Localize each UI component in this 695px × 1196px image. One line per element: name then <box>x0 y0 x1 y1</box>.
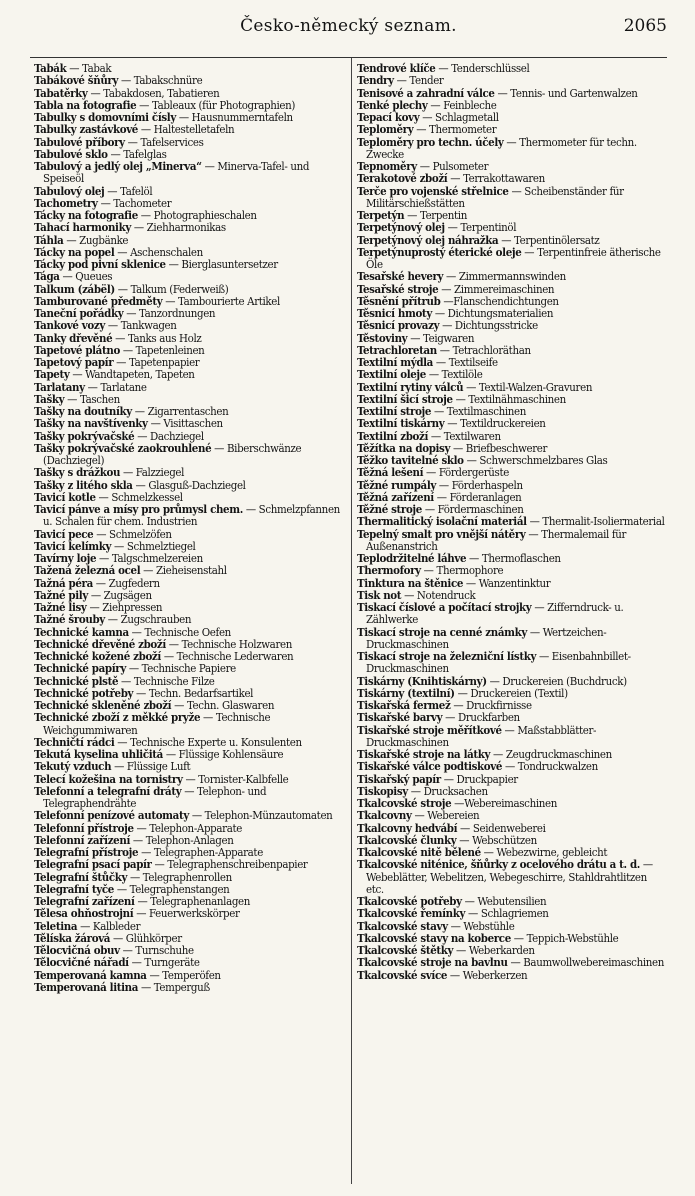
german-term: — Schmelztiegel <box>111 538 196 553</box>
index-entry <box>34 785 346 810</box>
german-term: — Techn. Glaswaren <box>171 698 275 712</box>
czech-term: Tělesa ohňostrojní <box>34 906 134 921</box>
czech-term: Technické kožené zboží <box>34 649 161 663</box>
czech-term: Tinktura na štěnice <box>357 575 463 590</box>
czech-term: Tkalcovské člunky <box>357 832 457 847</box>
czech-term: Tabulové sklo <box>34 146 108 161</box>
czech-term: Tisk not <box>357 587 402 602</box>
czech-term: Tašky <box>34 391 65 406</box>
german-term: — Turnschuhe <box>119 943 194 957</box>
czech-term: Tavicí kelímky <box>34 538 112 553</box>
czech-term: Tácky pod pivní sklenice <box>34 257 166 271</box>
czech-term: Tavicí pánve a mísy pro průmysl chem. <box>34 502 243 516</box>
german-term: — Terrakottawaren <box>447 171 545 186</box>
czech-term: Tašky s drážkou <box>34 465 121 480</box>
german-term: — Druckereien (Textil) <box>454 685 568 700</box>
german-term: — Tabak <box>66 62 112 75</box>
german-term: — Zugfedern <box>92 575 160 590</box>
german-term: — Minerva-Tafel- und Speiseöl <box>43 159 310 186</box>
czech-term: Textilní zboží <box>357 428 429 443</box>
german-term: — Dichtungsstricke <box>439 318 538 333</box>
german-term: — Tambourierte Artikel <box>162 293 280 308</box>
german-term: — Techn. Bedarfsartikel <box>133 685 254 700</box>
czech-term: Tabla na fotografie <box>34 97 137 112</box>
czech-term: Tašky na navštívenky <box>34 416 148 431</box>
german-term: — Drucksachen <box>407 783 488 798</box>
german-term: — Zigarrentaschen <box>131 404 229 418</box>
index-entry <box>34 711 346 736</box>
german-term: — Fördergerüste <box>423 465 509 480</box>
german-term: — Technische Holzwaren <box>165 636 292 651</box>
german-term: — Technische Experte u. Konsulenten <box>114 734 302 749</box>
index-entry <box>357 858 667 895</box>
czech-term: Telefonní přístroje <box>34 820 134 835</box>
german-term: — Tafelservices <box>124 134 204 149</box>
czech-term: Telegrafní štůčky <box>34 869 128 884</box>
czech-term: Technické potřeby <box>34 685 134 700</box>
czech-term: Tělíska žárová <box>34 930 111 945</box>
german-term: — Flüssige Luft <box>111 759 191 774</box>
czech-term: Techničtí rádci <box>34 734 115 749</box>
czech-term: Terpetýnový olej <box>357 220 445 235</box>
czech-term: Těžítka na dopisy <box>357 440 451 455</box>
german-term: — Thermalemail für Außenanstrich <box>366 526 627 553</box>
czech-term: Telefonní a telegrafní dráty <box>34 783 182 798</box>
czech-term: Tkalcovské stavy <box>357 918 448 933</box>
czech-term: Těžná zařízení <box>357 489 434 504</box>
czech-term: Táhla <box>34 232 64 247</box>
german-term: — Tapetenleinen <box>119 342 205 357</box>
czech-term: Tkalcovské niténice, šňůrky z ocelového drátu a t. d. <box>357 857 641 872</box>
czech-term: Těsnicí provazy <box>357 318 440 333</box>
german-term: — Textil-Walzen-Gravuren <box>463 379 593 394</box>
german-term: — Textilseife <box>432 355 498 369</box>
german-term: — Textilwaren <box>428 428 501 443</box>
german-term: — Feuerwerkskörper <box>133 906 240 921</box>
czech-term: Tavicí kotle <box>34 489 96 504</box>
german-term: — Technische Lederwaren <box>160 649 294 663</box>
german-term: — Tender <box>393 73 444 88</box>
czech-term: Tašky z litého skla <box>34 477 133 492</box>
czech-term: Telegrafní tyče <box>34 881 114 896</box>
german-term: — Druckpapier <box>440 771 518 786</box>
czech-term: Tavicí pece <box>34 526 94 541</box>
czech-term: Textilní stroje <box>357 404 432 418</box>
german-term: — Technische Papiere <box>125 661 236 676</box>
page-number: 2065 <box>623 16 667 36</box>
german-term: — Terpentinölersatz <box>498 232 600 247</box>
index-entry <box>357 528 667 553</box>
index-entry <box>357 246 667 271</box>
czech-term: Telegrafní zařízení <box>34 894 135 908</box>
czech-term: Technické kamna <box>34 624 129 639</box>
czech-term: Taneční pořádky <box>34 306 124 320</box>
column-divider <box>351 58 352 1184</box>
german-term: — Wanzentinktur <box>463 575 551 590</box>
german-term: — Biberschwänze (Dachziegel) <box>43 440 302 467</box>
czech-term: Technické dřevěné zboží <box>34 636 166 651</box>
czech-term: Tělocvičné nářadí <box>34 955 129 970</box>
german-term: — Telegraphenanlagen <box>134 894 251 908</box>
czech-term: Tašky pokrývačské <box>34 428 135 443</box>
german-term: — Telephon-Anlagen <box>130 832 234 847</box>
german-term: — Weberkarden <box>453 943 535 957</box>
index-entry <box>357 185 667 210</box>
index-entry <box>34 981 346 993</box>
czech-term: Tělocvičná obuv <box>34 943 120 957</box>
german-term: — Fördermaschinen <box>421 502 524 516</box>
german-term: — Falzziegel <box>120 465 185 480</box>
czech-term: Tekutá kyselina uhličitá <box>34 747 163 761</box>
german-term: — Flüssige Kohlensäure <box>162 747 284 761</box>
german-term: — Schlagmetall <box>419 110 499 124</box>
czech-term: Tažné lisy <box>34 600 87 614</box>
czech-term: Tiskací stroje na železniční lístky <box>357 649 537 663</box>
german-term: — Thermometer <box>413 122 497 137</box>
czech-term: Tažná péra <box>34 575 93 590</box>
czech-term: Terpetýn <box>357 208 405 222</box>
german-term: — Tornister-Kalbfelle <box>182 771 289 786</box>
czech-term: Těžná lešení <box>357 465 424 480</box>
czech-term: Tendry <box>357 73 394 88</box>
czech-term: Tenisové a zahradní válce <box>357 85 495 100</box>
czech-term: Tamburované předměty <box>34 293 163 308</box>
czech-term: Tkalcovské štětky <box>357 943 454 957</box>
german-term: — Eisenbahnbillet-Druckmaschinen <box>366 649 631 676</box>
german-term: — Zugbänke <box>63 232 129 247</box>
german-term: — Taschen <box>64 391 120 406</box>
czech-term: Telegrafní přístroje <box>34 845 139 859</box>
czech-term: Tahací harmoniky <box>34 220 131 235</box>
german-term: — Tenderschlüssel <box>435 62 530 75</box>
czech-term: Těsnění přítrub <box>357 293 441 308</box>
czech-term: Tabulový olej <box>34 183 105 198</box>
czech-term: Těstoviny <box>357 330 408 345</box>
german-term: — Terpentinfreie ätherische Öle <box>366 244 661 271</box>
german-term: — Schmelzpfannen u. Schalen für chem. Industrien <box>43 502 340 529</box>
czech-term: Tarlatany <box>34 379 85 394</box>
index-entry <box>357 136 667 161</box>
czech-term: Tkalcovny hedvábí <box>357 820 458 835</box>
german-term: — Tarlatane <box>84 379 147 394</box>
czech-term: Tachometry <box>34 195 98 210</box>
czech-term: Talkum (zábël) <box>34 281 115 296</box>
czech-term: Thermofory <box>357 563 421 578</box>
german-term: — Druckfarben <box>442 710 520 725</box>
czech-term: Tepelný smalt pro vnější nátěry <box>357 526 526 541</box>
czech-term: Tiskařské barvy <box>357 710 443 725</box>
czech-term: Teploměry <box>357 122 414 137</box>
czech-term: Tankové vozy <box>34 318 105 333</box>
czech-term: Těžné rumpály <box>357 477 436 492</box>
czech-term: Teletina <box>34 918 78 933</box>
german-term: — Temperöfen <box>146 967 221 982</box>
german-term: — Wandtapeten, Tapeten <box>69 367 195 382</box>
czech-term: Tesařské stroje <box>357 281 439 296</box>
german-term: — Thermometer für techn. Zwecke <box>366 134 637 161</box>
czech-term: Tabulky s domovními čísly <box>34 110 176 124</box>
german-term: — Talgschmelzereien <box>96 551 203 565</box>
german-term: — Telegraphenschreibenpapier <box>151 857 308 872</box>
header-rule <box>30 57 667 58</box>
german-term: — Teppich-Webstühle <box>510 930 619 945</box>
german-term: — Queues <box>59 269 113 284</box>
czech-term: Tiskopisy <box>357 783 408 798</box>
german-term: — Textilöle <box>425 367 483 382</box>
german-term: — Dachziegel <box>134 428 204 443</box>
czech-term: Tašky pokrývačské zaokrouhlené <box>34 440 212 455</box>
german-term: — Schmelzöfen <box>93 526 172 541</box>
german-term: — Tondruckwalzen <box>502 759 598 774</box>
german-term: — Thermalit-Isoliermaterial <box>526 514 665 529</box>
czech-term: Tendrové klíče <box>357 62 436 75</box>
czech-term: Tkalcovské stroje <box>357 796 452 810</box>
czech-term: Telecí kožešina na tornistry <box>34 771 183 786</box>
page-title: Česko-německý seznam. <box>240 16 457 36</box>
german-term: —Flanschendichtungen <box>440 293 559 308</box>
czech-term: Textilní rytiny válců <box>357 379 464 394</box>
czech-term: Tiskařské stroje měřítkové <box>357 722 502 737</box>
czech-term: Tiskařská fermež <box>357 698 451 712</box>
czech-term: Těžné stroje <box>357 502 422 516</box>
german-term: — Zieheisenstahl <box>140 563 227 578</box>
german-term: — Förderanlagen <box>433 489 522 504</box>
german-term: — Weberkerzen <box>447 967 528 982</box>
german-term: — Druckereien (Buchdruck) <box>486 673 627 688</box>
czech-term: Teplodržitelné láhve <box>357 551 467 565</box>
czech-term: Tiskací číslové a počítací strojky <box>357 600 532 614</box>
german-term: — Tabakschnüre <box>118 73 203 88</box>
german-term: — Webstühle <box>447 918 515 933</box>
german-term: — Zimmereimaschinen <box>438 281 555 296</box>
german-term: — Textilnähmaschinen <box>452 391 566 406</box>
german-term: — Hausnummerntafeln <box>175 110 293 124</box>
czech-term: Tiskařské válce podtiskové <box>357 759 503 774</box>
german-term: — Kalbleder <box>77 918 141 933</box>
page-header <box>30 8 667 38</box>
czech-term: Tácky na popel <box>34 244 115 259</box>
czech-term: Tkalcovské svíce <box>357 967 448 982</box>
czech-term: Tkalcovské řemínky <box>357 906 466 921</box>
czech-term: Terče pro vojenské střelnice <box>357 183 509 198</box>
german-term: — Glasguß-Dachziegel <box>132 477 246 492</box>
right-column <box>357 62 667 1186</box>
czech-term: Temperovaná kamna <box>34 967 147 982</box>
german-term: — Temperguß <box>138 979 210 994</box>
german-term: — Zifferndruck- u. Zählwerke <box>366 600 624 627</box>
german-term: — Tafelglas <box>107 146 167 161</box>
left-column <box>34 62 346 1186</box>
czech-term: Tkalcovské nitě bělené <box>357 845 481 859</box>
czech-term: Tabulový a jedlý olej „Minerva“ <box>34 159 202 173</box>
german-term: — Zeugdruckmaschinen <box>490 747 612 761</box>
czech-term: Tkalcovské stavy na koberce <box>357 930 511 945</box>
german-term: — Webschützen <box>456 832 537 847</box>
german-term: — Webereien <box>411 808 480 823</box>
german-term: — Talkum (Federweiß) <box>114 281 229 296</box>
czech-term: Thermalitický isolační materiál <box>357 514 527 529</box>
german-term: — Telegraphen-Apparate <box>138 845 263 859</box>
czech-term: Tiskárny (Knihtiskárny) <box>357 673 487 688</box>
czech-term: Tesařské hevery <box>357 269 444 284</box>
czech-term: Tepnoměry <box>357 159 417 173</box>
czech-term: Tažená železná ocel <box>34 563 141 578</box>
german-term: — Tabakdosen, Tabatieren <box>87 85 220 100</box>
index-entry <box>357 969 667 981</box>
german-term: — Tanzordnungen <box>123 306 216 320</box>
german-term: — Telegraphenrollen <box>127 869 232 884</box>
german-term: — Telephon-Apparate <box>133 820 242 835</box>
german-term: — Notendruck <box>401 587 476 602</box>
czech-term: Tenké plechy <box>357 97 428 112</box>
german-term: — Telephon-Münzautomaten <box>188 808 333 823</box>
german-term: — Druckfirnisse <box>450 698 532 712</box>
german-term: — Feinbleche <box>427 97 497 112</box>
czech-term: Tanky dřevěné <box>34 330 113 345</box>
german-term: — Tetrachloräthan <box>436 342 531 357</box>
czech-term: Textilní tiskárny <box>357 416 445 431</box>
german-term: — Bierglasuntersetzer <box>165 257 278 271</box>
german-term: — Tankwagen <box>104 318 177 333</box>
german-term: — Schlagriemen <box>465 906 549 921</box>
czech-term: Tabák <box>34 62 67 75</box>
czech-term: Tkalcovské stroje na bavlnu <box>357 955 508 970</box>
german-term: — Telephon- und Telegraphendrähte <box>43 783 267 810</box>
german-term: — Baumwollwebereimaschinen <box>507 955 664 970</box>
german-term: — Telegraphenstangen <box>113 881 230 896</box>
german-term: — Tapetenpapier <box>113 355 200 369</box>
index-entry <box>34 503 346 528</box>
german-term: — Zimmermannswinden <box>443 269 566 284</box>
german-term: — Scheibenständer für Militärschießstätten <box>366 183 624 210</box>
czech-term: Temperovaná litina <box>34 979 139 994</box>
german-term: — Textilmaschinen <box>431 404 526 418</box>
german-term: — Schmelzkessel <box>95 489 183 504</box>
german-term: — Tennis- und Gartenwalzen <box>494 85 638 100</box>
german-term: — Zugschrauben <box>104 612 192 627</box>
index-entry <box>357 724 667 749</box>
german-term: — Thermoflaschen <box>466 551 561 565</box>
german-term: — Photographieschalen <box>137 208 257 222</box>
czech-term: Technické skleněné zboží <box>34 698 172 712</box>
czech-term: Teploměry pro techn. účely <box>357 134 504 149</box>
czech-term: Technické zboží z měkké pryže <box>34 710 201 725</box>
german-term: — Aschenschalen <box>114 244 203 259</box>
german-term: — Glühkörper <box>110 930 182 945</box>
czech-term: Tága <box>34 269 60 284</box>
index-entry <box>357 626 667 651</box>
czech-term: Technické papíry <box>34 661 126 676</box>
german-term: — Tanks aus Holz <box>112 330 202 345</box>
czech-term: Tácky na fotografie <box>34 208 138 222</box>
german-term: — Webeblätter, Webelitzen, Webegeschirre, Stahldrahtlitzen etc. <box>366 857 653 896</box>
german-term: —Webereimaschinen <box>451 796 557 810</box>
czech-term: Tiskařský papír <box>357 771 441 786</box>
czech-term: Telefonní zařízení <box>34 832 130 847</box>
czech-term: Terpetýnový olej náhražka <box>357 232 499 247</box>
german-term: — Visittaschen <box>147 416 223 431</box>
german-term: — Zugsägen <box>87 587 152 602</box>
german-term: — Dichtungsmaterialien <box>431 306 554 320</box>
german-term: — Maßstabblätter-Druckmaschinen <box>366 722 597 749</box>
german-term: — Teigwaren <box>407 330 475 345</box>
german-term: — Technische Filze <box>118 673 215 688</box>
czech-term: Tapetový papír <box>34 355 114 369</box>
czech-term: Terakotové zboží <box>357 171 448 186</box>
czech-term: Tiskací stroje na cenné známky <box>357 624 527 639</box>
czech-term: Tetrachloretan <box>357 342 437 357</box>
czech-term: Textilní oleje <box>357 367 426 382</box>
czech-term: Tiskařské stroje na látky <box>357 747 491 761</box>
czech-term: Tažné pily <box>34 587 88 602</box>
czech-term: Telegrafní psací papír <box>34 857 152 872</box>
german-term: — Ziehpressen <box>86 600 163 614</box>
czech-term: Tašky na doutníky <box>34 404 132 418</box>
german-term: — Pulsometer <box>416 159 489 173</box>
czech-term: Tabákové šňůry <box>34 73 119 88</box>
german-term: — Tafelöl <box>104 183 153 198</box>
german-term: — Technische Weichgummiwaren <box>43 710 271 737</box>
czech-term: Těsnicí hmoty <box>357 306 432 320</box>
czech-term: Telefonní penízové automaty <box>34 808 189 823</box>
czech-term: Tavírny loje <box>34 551 97 565</box>
index-entry <box>34 160 346 185</box>
czech-term: Tabulové příbory <box>34 134 125 149</box>
index-entry <box>357 650 667 675</box>
czech-term: Tabulky zastávkové <box>34 122 138 137</box>
german-term: — Haltestelletafeln <box>137 122 235 137</box>
german-term: — Tachometer <box>97 195 172 210</box>
czech-term: Tkalcovské potřeby <box>357 894 462 908</box>
german-term: — Webutensilien <box>461 894 547 908</box>
index-entry <box>34 442 346 467</box>
german-term: — Technische Oefen <box>128 624 231 639</box>
czech-term: Textilní mýdla <box>357 355 433 369</box>
czech-term: Těžko tavitelné sklo <box>357 453 464 467</box>
german-term: — Thermophore <box>420 563 504 578</box>
czech-term: Tapetové plátno <box>34 342 120 357</box>
index-entry <box>357 601 667 626</box>
czech-term: Tkalcovny <box>357 808 412 823</box>
german-term: — Webezwirne, gebleicht <box>480 845 608 859</box>
german-term: — Tableaux (für Photographien) <box>136 97 296 112</box>
german-term: — Textildruckereien <box>444 416 546 431</box>
german-term: — Briefbeschwerer <box>450 440 548 455</box>
czech-term: Tiskárny (textilní) <box>357 685 455 700</box>
czech-term: Textilní šicí stroje <box>357 391 453 406</box>
german-term: — Förderhaspeln <box>436 477 523 492</box>
czech-term: Tekutý vzduch <box>34 759 112 774</box>
czech-term: Tabatěrky <box>34 85 88 100</box>
german-term: — Terpentinöl <box>444 220 517 235</box>
german-term: — Schwerschmelzbares Glas <box>463 453 608 467</box>
german-term: — Terpentin <box>404 208 467 222</box>
czech-term: Tažné šrouby <box>34 612 105 627</box>
german-term: — Ziehharmonikas <box>130 220 226 235</box>
czech-term: Technické plstě <box>34 673 119 688</box>
german-term: — Turngeräte <box>128 955 200 970</box>
czech-term: Tepací kovy <box>357 110 420 124</box>
czech-term: Terpetýnuprostý éterické oleje <box>357 244 522 259</box>
german-term: — Seidenweberei <box>457 820 546 835</box>
german-term: — Wertzeichen-Druckmaschinen <box>366 624 607 651</box>
czech-term: Tapety <box>34 367 70 382</box>
